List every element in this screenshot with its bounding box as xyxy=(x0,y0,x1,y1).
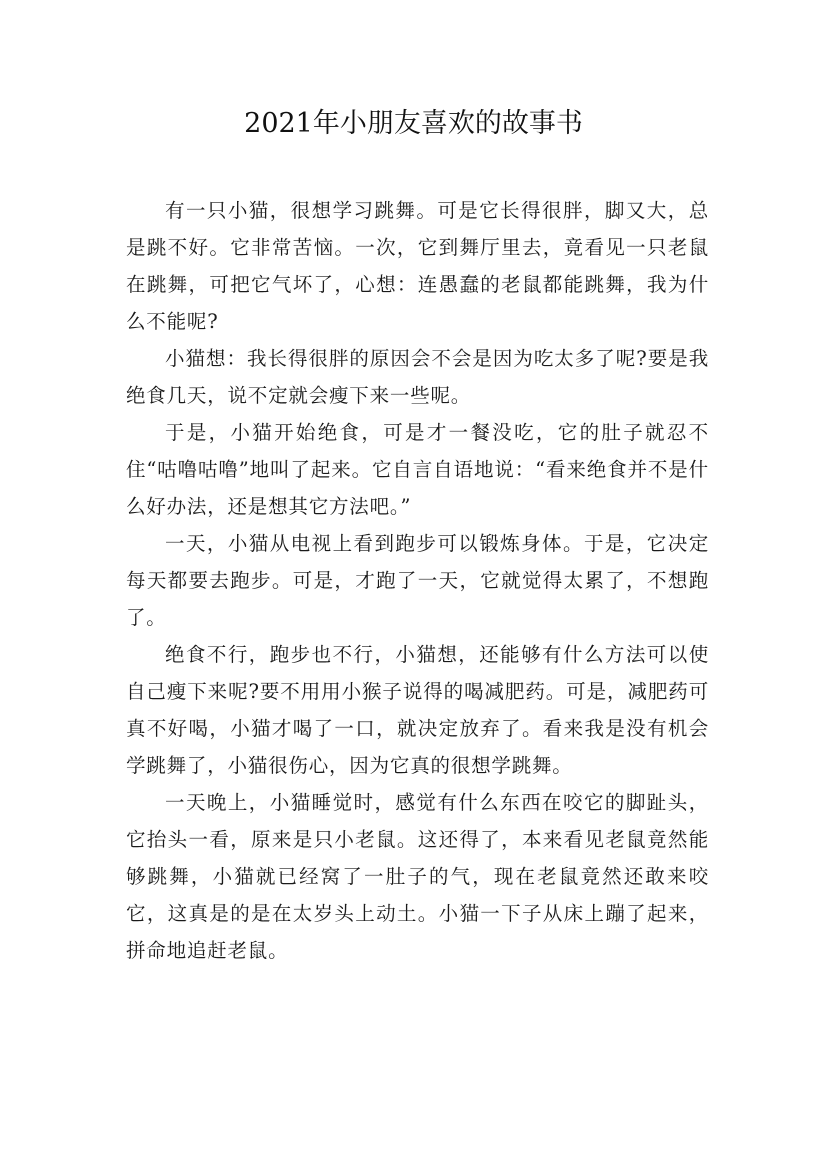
document-title: 2021年小朋友喜欢的故事书 xyxy=(244,108,583,139)
paragraph-4: 一天，小猫从电视上看到跑步可以锻炼身体。于是，它决定每天都要去跑步。可是，才跑了一天，它就觉得太累了，不想跑了。 xyxy=(126,532,709,629)
paragraph-1: 有一只小猫，很想学习跳舞。可是它长得很胖，脚又大，总是跳不好。它非常苦恼。一次，它到舞厅里去，竟看见一只老鼠在跳舞，可把它气坏了，心想：连愚蠢的老鼠都能跳舞，我为什么不能呢? xyxy=(126,199,709,333)
paragraph-5: 绝食不行，跑步也不行，小猫想，还能够有什么方法可以使自己瘦下来呢?要不用用小猴子说得的喝减肥药。可是，减肥药可真不好喝，小猫才喝了一口，就决定放弃了。看来我是没有机会学跳舞了，小猫很伤心，因为它真的很想学跳舞。 xyxy=(126,643,709,777)
document-body xyxy=(126,192,709,969)
paragraph-3: 于是，小猫开始绝食，可是才一餐没吃，它的肚子就忍不住“咕噜咕噜”地叫了起来。它自言自语地说：“看来绝食并不是什么好办法，还是想其它方法吧。” xyxy=(126,421,709,518)
paragraph-6: 一天晚上，小猫睡觉时，感觉有什么东西在咬它的脚趾头，它抬头一看，原来是只小老鼠。这还得了，本来看见老鼠竟然能够跳舞，小猫就已经窝了一肚子的气，现在老鼠竟然还敢来咬它，这真是的是在太岁头上动土。小猫一下子从床上蹦了起来，拼命地追赶老鼠。 xyxy=(126,791,709,962)
paragraph-2: 小猫想：我长得很胖的原因会不会是因为吃太多了呢?要是我绝食几天，说不定就会瘦下来一些呢。 xyxy=(126,347,709,407)
